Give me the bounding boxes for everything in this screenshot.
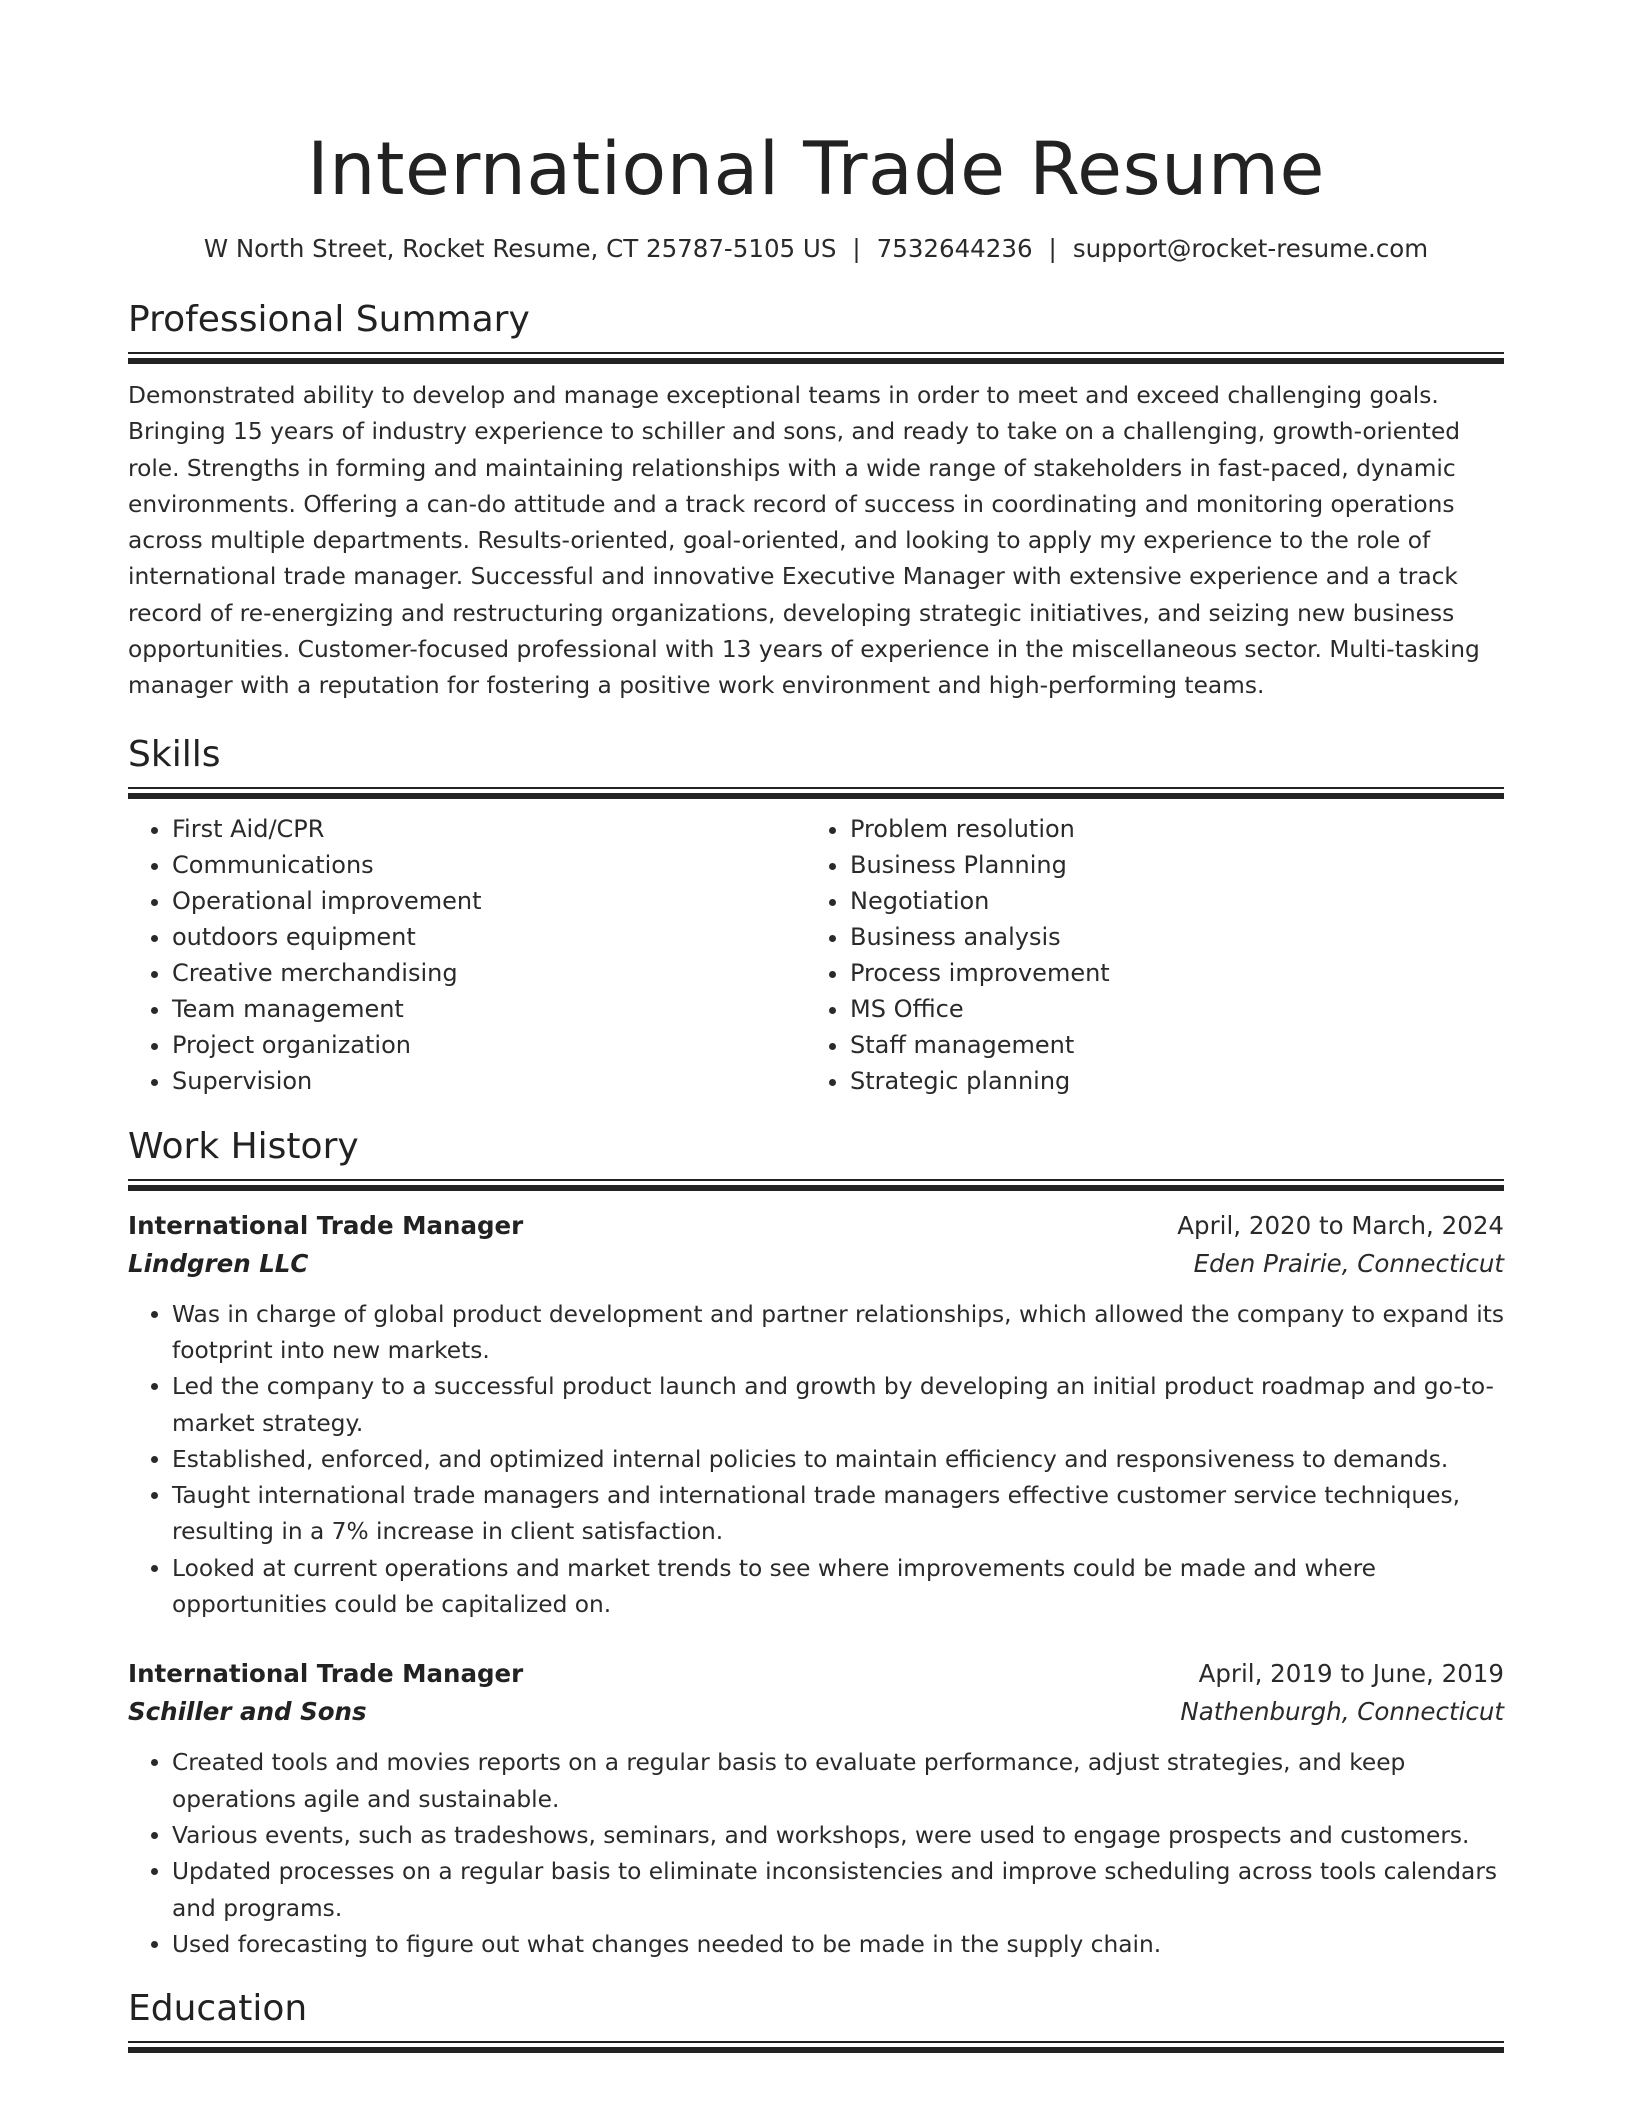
contact-separator: |: [1048, 234, 1057, 263]
contact-address: W North Street, Rocket Resume, CT 25787-5105 US: [203, 234, 837, 263]
section-divider: [128, 2041, 1504, 2053]
summary-section: [128, 296, 1504, 705]
work-section: [128, 1123, 1504, 1963]
skill-item: • Staff management: [850, 1027, 1484, 1063]
work-heading: Work History: [128, 1125, 359, 1167]
job-bullets: [128, 1297, 1504, 1624]
skill-item: • Team management: [172, 991, 806, 1027]
job-company: Schiller and Sons: [128, 1697, 367, 1727]
contact-phone: 7532644236: [876, 234, 1033, 263]
skill-item: • Problem resolution: [850, 811, 1484, 847]
education-section: [128, 1985, 1504, 2053]
skills-heading: Skills: [128, 733, 221, 775]
job-bullet: • Led the company to a successful product launch and growth by developing an initial product roadmap and go-to-market strategy.: [172, 1369, 1504, 1442]
skill-item: • outdoors equipment: [172, 919, 806, 955]
skill-item: • Business Planning: [850, 847, 1484, 883]
job-entry: [128, 1207, 1504, 1624]
skills-list-left: [128, 811, 806, 1099]
job-bullet: • Was in charge of global product development and partner relationships, which allowed the company to expand its footprint into new markets.: [172, 1297, 1504, 1370]
section-divider: [128, 352, 1504, 364]
job-header: [128, 1207, 1504, 1245]
job-title: International Trade Manager: [128, 1659, 524, 1689]
skill-item: • Strategic planning: [850, 1063, 1484, 1099]
job-bullet: • Created tools and movies reports on a regular basis to evaluate performance, adjust strategies, and keep operations agile and sustainable.: [172, 1745, 1504, 1818]
skill-item: • MS Office: [850, 991, 1484, 1027]
job-bullet: • Updated processes on a regular basis to eliminate inconsistencies and improve scheduling across tools calendars and programs.: [172, 1854, 1504, 1927]
summary-text: Demonstrated ability to develop and manage exceptional teams in order to meet and exceed challenging goals. Bringing 15 years of industry experience to schiller and sons, and ready to take on a challenging, growth-oriented role. Strengths in forming and maintaining relationships with a wide range of stakeholders in fast-paced, dynamic environments. Offering a can-do attitude and a track record of success in coordinating and monitoring operations across multiple departments. Results-oriented, goal-oriented, and looking to apply my experience to the role of international trade manager. Successful and innovative Executive Manager with extensive experience and a track record of re-energizing and restructuring organizations, developing strategic initiatives, and seizing new business opportunities. Customer-focused professional with 13 years of experience in the miscellaneous sector. Multi-tasking manager with a reputation for fostering a positive work environment and high-performing teams.: [128, 382, 1480, 700]
job-company: Lindgren LLC: [128, 1248, 309, 1278]
job-bullet: • Various events, such as tradeshows, seminars, and workshops, were used to engage prospects and customers.: [172, 1818, 1504, 1854]
job-dates: April, 2019 to June, 2019: [1198, 1659, 1504, 1689]
job-bullet: • Looked at current operations and market trends to see where improvements could be made and where opportunities could be capitalized on.: [172, 1551, 1504, 1624]
skill-item: • Negotiation: [850, 883, 1484, 919]
skill-item: • First Aid/CPR: [172, 811, 806, 847]
job-dates: April, 2020 to March, 2024: [1177, 1210, 1504, 1240]
skill-item: • Operational improvement: [172, 883, 806, 919]
section-divider: [128, 1179, 1504, 1191]
job-bullet: • Used forecasting to figure out what changes needed to be made in the supply chain.: [172, 1927, 1504, 1963]
resume-title: International Trade Resume: [307, 127, 1325, 212]
skill-item: • Business analysis: [850, 919, 1484, 955]
job-bullet: • Established, enforced, and optimized internal policies to maintain efficiency and responsiveness to demands.: [172, 1442, 1504, 1478]
summary-heading: Professional Summary: [128, 299, 530, 340]
job-title: International Trade Manager: [128, 1210, 524, 1240]
job-subheader: [128, 1245, 1504, 1283]
job-bullets: [128, 1745, 1504, 1963]
job-location: Nathenburgh, Connecticut: [1180, 1697, 1504, 1727]
resume-page: [128, 0, 1504, 2053]
skills-list-right: [806, 811, 1484, 1099]
skills-columns: [128, 811, 1504, 1099]
skill-item: • Creative merchandising: [172, 955, 806, 991]
contact-separator: |: [852, 234, 861, 263]
job-header: [128, 1655, 1504, 1693]
job-entry: [128, 1655, 1504, 1963]
job-location: Eden Prairie, Connecticut: [1193, 1248, 1504, 1278]
skill-item: • Supervision: [172, 1063, 806, 1099]
skill-item: • Communications: [172, 847, 806, 883]
job-bullet: • Taught international trade managers and international trade managers effective customer service techniques, resulting in a 7% increase in client satisfaction.: [172, 1478, 1504, 1551]
education-heading: Education: [128, 1988, 308, 2030]
contact-line: [128, 232, 1504, 266]
skill-item: • Process improvement: [850, 955, 1484, 991]
skill-item: • Project organization: [172, 1027, 806, 1063]
skills-section: [128, 731, 1504, 1099]
contact-email: support@rocket-resume.com: [1072, 234, 1429, 263]
section-divider: [128, 787, 1504, 799]
job-subheader: [128, 1693, 1504, 1731]
